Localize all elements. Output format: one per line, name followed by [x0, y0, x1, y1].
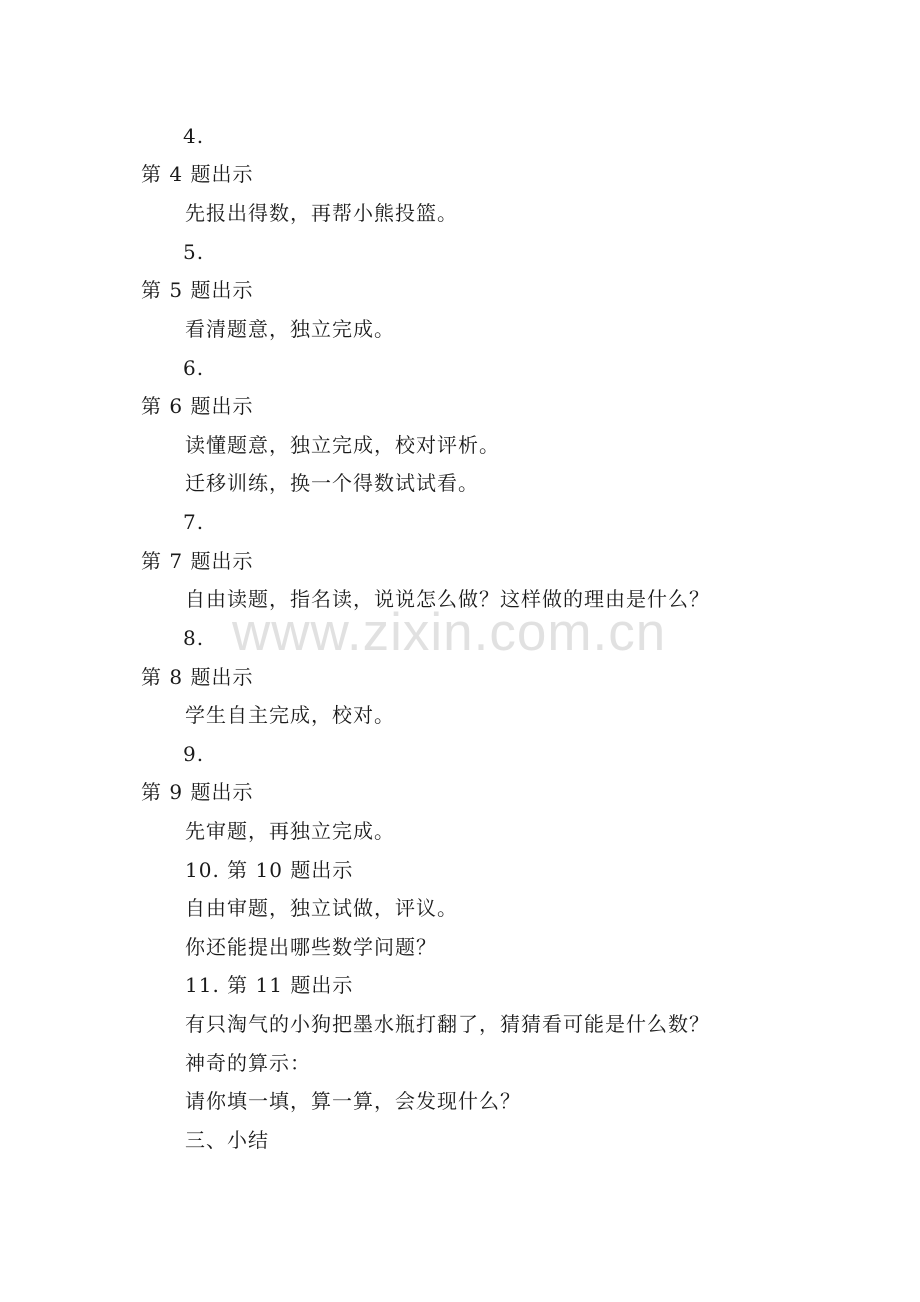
question-6-heading: 第 6 题出示	[141, 394, 254, 418]
item-number-7: 7.	[183, 510, 205, 534]
question-6-transfer-training: 迁移训练，换一个得数试试看。	[185, 471, 479, 495]
question-10-followup: 你还能提出哪些数学问题？	[185, 935, 437, 959]
question-11-heading: 11. 第 11 题出示	[185, 973, 354, 997]
question-9-instruction: 先审题，再独立完成。	[185, 819, 395, 843]
magic-formula-label: 神奇的算示：	[185, 1051, 311, 1075]
question-4-heading: 第 4 题出示	[141, 162, 254, 186]
question-7-instruction: 自由读题，指名读，说说怎么做？这样做的理由是什么？	[185, 587, 710, 611]
magic-formula-prompt: 请你填一填，算一算，会发现什么？	[185, 1089, 521, 1113]
site-watermark: www.zixin.com.cn	[232, 603, 667, 662]
question-11-instruction: 有只淘气的小狗把墨水瓶打翻了，猜猜看可能是什么数？	[185, 1012, 710, 1036]
question-10-heading: 10. 第 10 题出示	[185, 858, 354, 882]
item-number-4: 4.	[183, 124, 205, 148]
item-number-6: 6.	[183, 356, 205, 380]
question-9-heading: 第 9 题出示	[141, 780, 254, 804]
question-4-instruction: 先报出得数，再帮小熊投篮。	[185, 201, 458, 225]
item-number-8: 8.	[183, 626, 205, 650]
question-6-instruction: 读懂题意，独立完成，校对评析。	[185, 433, 500, 457]
question-10-instruction: 自由审题，独立试做，评议。	[185, 896, 458, 920]
section-summary-heading: 三、小结	[185, 1128, 269, 1152]
item-number-9: 9.	[183, 742, 205, 766]
question-5-heading: 第 5 题出示	[141, 278, 254, 302]
question-5-instruction: 看清题意，独立完成。	[185, 317, 395, 341]
question-8-heading: 第 8 题出示	[141, 665, 254, 689]
item-number-5: 5.	[183, 240, 205, 264]
question-8-instruction: 学生自主完成，校对。	[185, 703, 395, 727]
question-7-heading: 第 7 题出示	[141, 549, 254, 573]
